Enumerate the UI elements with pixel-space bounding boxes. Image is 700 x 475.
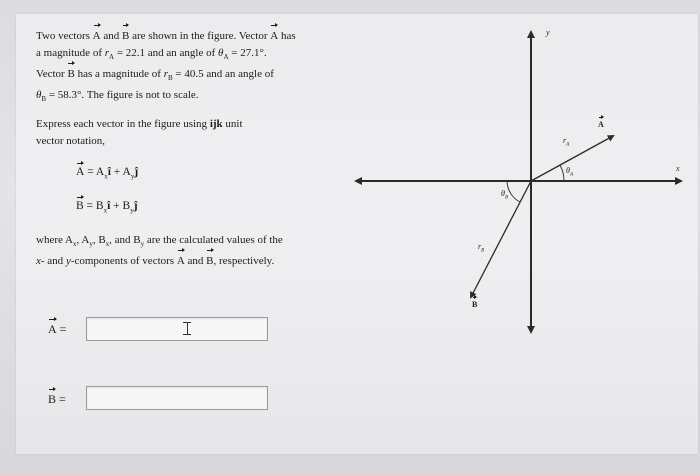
instruction-line-1: Express each vector in the figure using ijk unit [36,118,243,130]
r-B-label: $r_B$ [478,242,485,254]
y-axis-label: y [546,28,550,37]
r-A-label: $r_A$ [563,136,570,148]
where-line-2: x- and y-components of vectors A and B, respectively. [36,253,376,270]
problem-line-2: a magnitude of $r_A = 22.1$ and an angle of $\theta_A = 27.1^\circ$. [36,47,267,62]
x-axis-label: x [676,164,680,173]
question-card [16,14,698,454]
equation-B: $B = B_xî$ + $B_yĵ$ [76,200,138,215]
angle-A-arc [560,165,564,181]
problem-line-1: Two vectors A and B are shown in the figure. Vector A has [36,28,366,45]
theta-B-label: $\theta_B$ [501,189,508,201]
equation-A: $A = A_xî$ + $A_yĵ$ [76,166,139,181]
where-line-1: where $A_x$, $A_y$, $B_x$, and $B_y$ are the calculated values of the [36,234,283,249]
vector-B-label: B [472,300,478,309]
answer-B-label: B = [48,392,66,406]
problem-line-4: $\theta_B = 58.3^\circ$. The figure is not to scale. [36,89,199,104]
answer-A-label: A = [48,322,67,336]
theta-A-label: $\theta_A$ [566,166,573,178]
vector-A-label: A [598,120,604,129]
instruction-line-2: vector notation, [36,135,106,147]
problem-line-3: Vector B has a magnitude of $r_B = 40.5$ and an angle of [36,68,274,83]
angle-B-arc [507,181,520,202]
vector-figure [16,14,698,454]
